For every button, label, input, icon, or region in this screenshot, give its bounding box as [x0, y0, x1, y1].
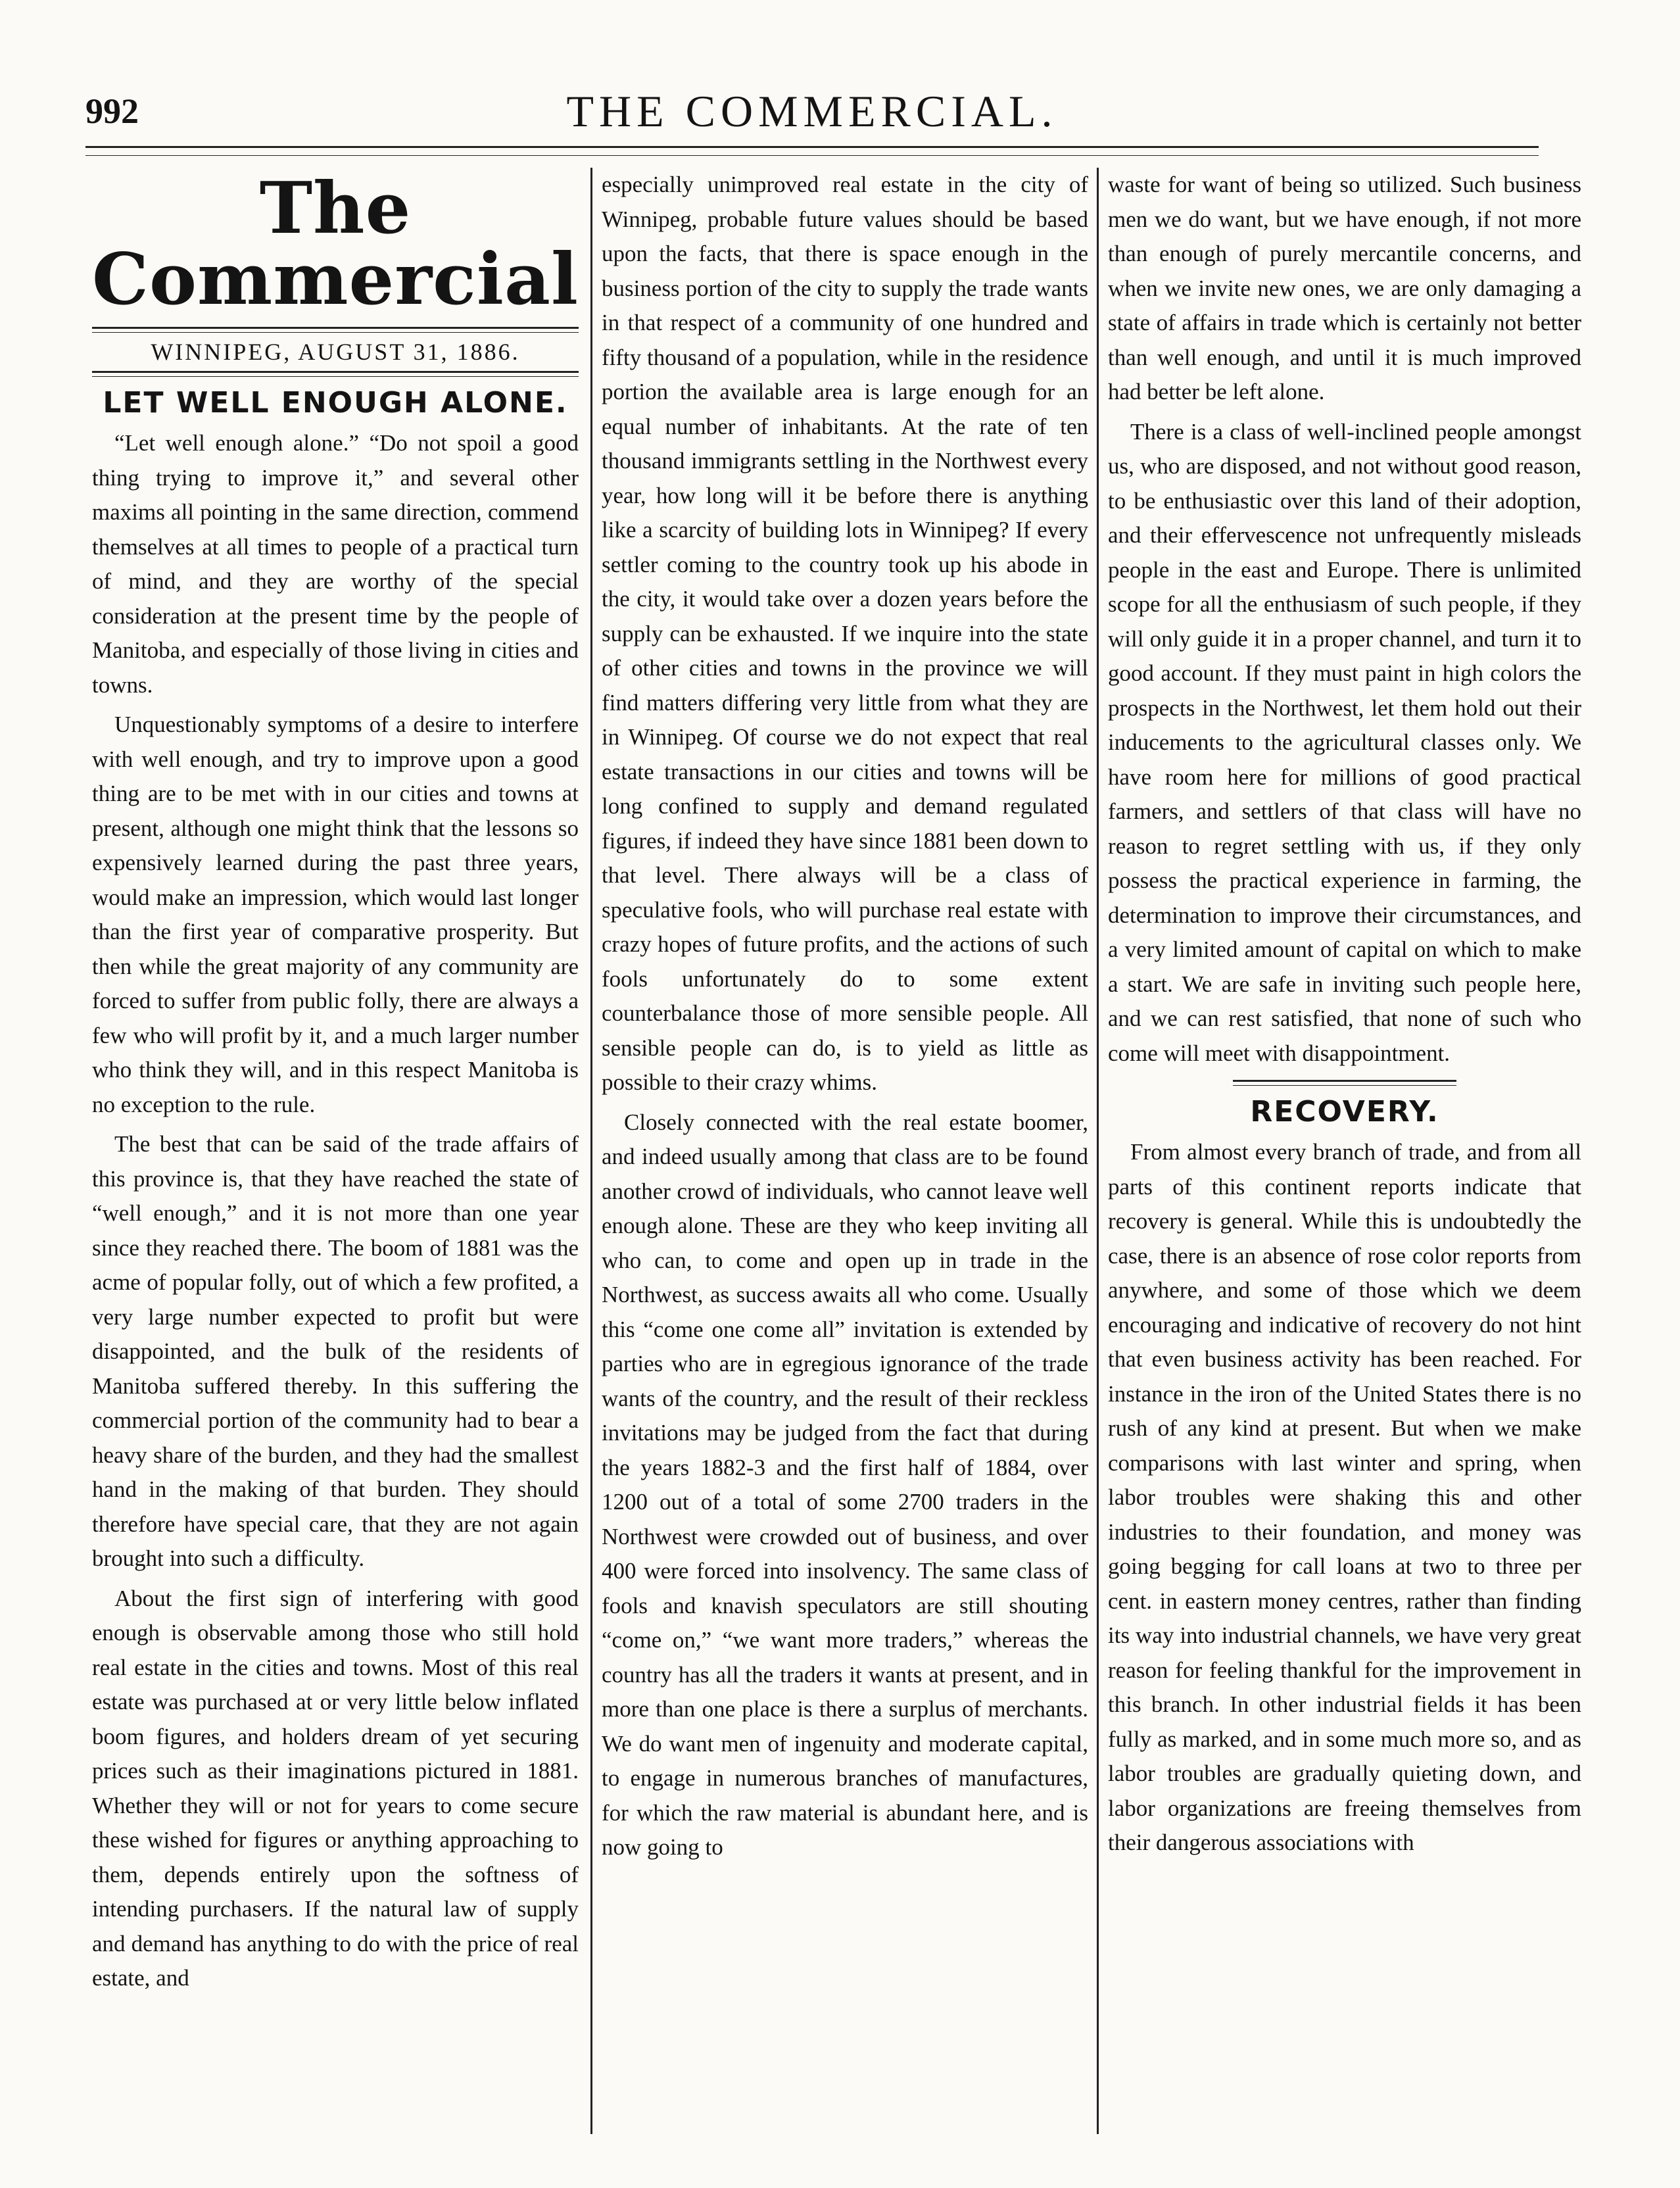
article-paragraph: Unquestionably symptoms of a desire to interfere with well enough, and try to improve upon a good thing are to be met with in our cities and towns at present, although one might think that the lessons so expensively learned during the past three years, would make an impression, which would last longer than the first year of comparative prosperity. But then while the great majority of any community are forced to suffer from public folly, there are always a few who will profit by it, and a much larger number who think they will, and in this respect Manitoba is no exception to the rule. [92, 712, 579, 1117]
section-divider [1233, 1080, 1456, 1086]
page-number: 992 [85, 91, 139, 131]
column-3 [1108, 168, 1581, 2134]
article-paragraph: About the first sign of interfering with good enough is observable among those who still hold real estate in the cities and towns. Most of this real estate was purchased at or very little below inflated boom figures, and holders dream of yet securing prices such as their imaginations pictured in 1881. Whether they will or not for years to come secure these wished for figures or anything approaching to them, depends entirely upon the softness of intending purchasers. If the natural law of supply and demand has anything to do with the price of real estate, and [92, 1585, 579, 1991]
journal-title: THE COMMERCIAL. [566, 86, 1058, 136]
article-paragraph: Closely connected with the real estate boomer, and indeed usually among that class are to be found another crowd of individuals, who cannot leave well enough alone. These are they who keep inviting all who can, to come and open up in trade in the Northwest, as success awaits all who come. Usually this “come one come all” invitation is extended by parties who are in egregious ignorance of the trade wants of the country, and the result of their reckless invitations may be judged from the fact that during the years 1882-3 and the first half of 1884, over 1200 out of a total of some 2700 traders in the Northwest were crowded out of business, and over 400 were forced into insolvency. The same class of fools and knavish speculators are still shouting “come on,” “we want more traders,” whereas the country has all the traders it wants at present, and in more than one place is there a surplus of merchants. We do want men of ingenuity and moderate capital, to engage in numerous branches of manufactures, for which the raw material is abundant here, and is now going to [602, 1109, 1088, 1860]
header-rule [85, 146, 1539, 148]
column-2 [602, 168, 1088, 2134]
masthead-title: The Commercial [92, 168, 579, 321]
article-heading: LET WELL ENOUGH ALONE. [103, 386, 568, 420]
article-paragraph: The best that can be said of the trade affairs of this province is, that they have reached the state of “well enough,” and it is not more than one year since they reached there. The boom of 1881 was the acme of popular folly, out of which a few profited, a very large number expected to profit but were disappointed, and the bulk of the residents of Manitoba suffered thereby. In this suffering the commercial portion of the community had to bear a heavy share of the burden, and they had the smallest hand in the making of that burden. They should therefore have special care, that they are not again brought into such a difficulty. [92, 1131, 579, 1571]
article-paragraph: especially unimproved real estate in the city of Winnipeg, probable future values should be based upon the facts, that there is space enough in the business portion of the city to supply the trade wants in that respect of a community of one hundred and fifty thousand of a population, while in the residence portion the available area is large enough for an equal number of inhabitants. At the rate of ten thousand immigrants settling in the Northwest every year, how long will it be before there is anything like a scarcity of building lots in Winnipeg? If every settler coming to the country took up his abode in the city, it would take over a dozen years before the supply can be exhausted. If we inquire into the state of other cities and towns in the province we will find matters differing very little from what they are in Winnipeg. Of course we do not expect that real estate transactions in our cities and towns will be long confined to supply and demand regulated figures, if indeed they have since 1881 been down to that level. There always will be a class of speculative fools, who will purchase real estate with crazy hopes of future profits, and the actions of such fools unfortunately do to some extent counterbalance those of more sensible people. All sensible people can do, is to yield as little as possible to their crazy whims. [602, 172, 1088, 1095]
article-paragraph: “Let well enough alone.” “Do not spoil a good thing trying to improve it,” and several other maxims all pointing in the same direction, commend themselves at all times to people of a practical turn of mind, and they are worthy of the special consideration at the present time by the people of Manitoba, and especially of those living in cities and towns. [92, 430, 579, 698]
article-paragraph: From almost every branch of trade, and from all parts of this continent reports indicate that recovery is general. While this is undoubtedly the case, there is an absence of rose color reports from anywhere, and some of those which we deem encouraging and indicative of recovery do not hint that even business activity has been reached. For instance in the iron of the United States there is no rush of any kind at present. But when we make comparisons with last winter and spring, when labor troubles were shaking this and other industries to their foundation, and money was going begging for call loans at two to three per cent. in eastern money centres, rather than finding its way into industrial channels, we have very great reason for feeling thankful for the improvement in this branch. In other industrial fields it has been fully as marked, and in some much more so, and as labor troubles are gradually quieting down, and labor organizations are freeing themselves from their dangerous associations with [1108, 1139, 1581, 1855]
column-divider [1097, 168, 1099, 2134]
column-1 [92, 168, 579, 2134]
dateline: WINNIPEG, AUGUST 31, 1886. [151, 339, 520, 365]
column-divider [590, 168, 592, 2134]
header-rule-thin [85, 155, 1539, 156]
masthead-rule [92, 327, 579, 333]
running-head [85, 85, 1539, 138]
article-paragraph: waste for want of being so utilized. Such business men we do want, but we have enough, if not more than enough of purely mercantile concerns, and when we invite new ones, we are only damaging a state of affairs in trade which is certainly not better than well enough, and until it is much improved had better be left alone. [1108, 172, 1581, 404]
article-heading: RECOVERY. [1250, 1095, 1439, 1129]
dateline-rule [92, 371, 579, 377]
article-paragraph: There is a class of well-inclined people amongst us, who are disposed, and not without good reason, to be enthusiastic over this land of their adoption, and their effervescence not unfrequently misleads people in the east and Europe. There is unlimited scope for all the enthusiasm of such people, if they will only guide it in a proper channel, and turn it to good account. If they must paint in high colors the prospects in the Northwest, let them hold out their inducements to the agricultural classes only. We have room here for millions of good practical farmers, and settlers of that class will have no reason to regret settling with us, if they only possess the practical experience in farming, the determination to improve their circumstances, and a very limited amount of capital on which to make a start. We are safe in inviting such people here, and we can rest satisfied, that none of such who come will meet with disappointment. [1108, 418, 1581, 1066]
